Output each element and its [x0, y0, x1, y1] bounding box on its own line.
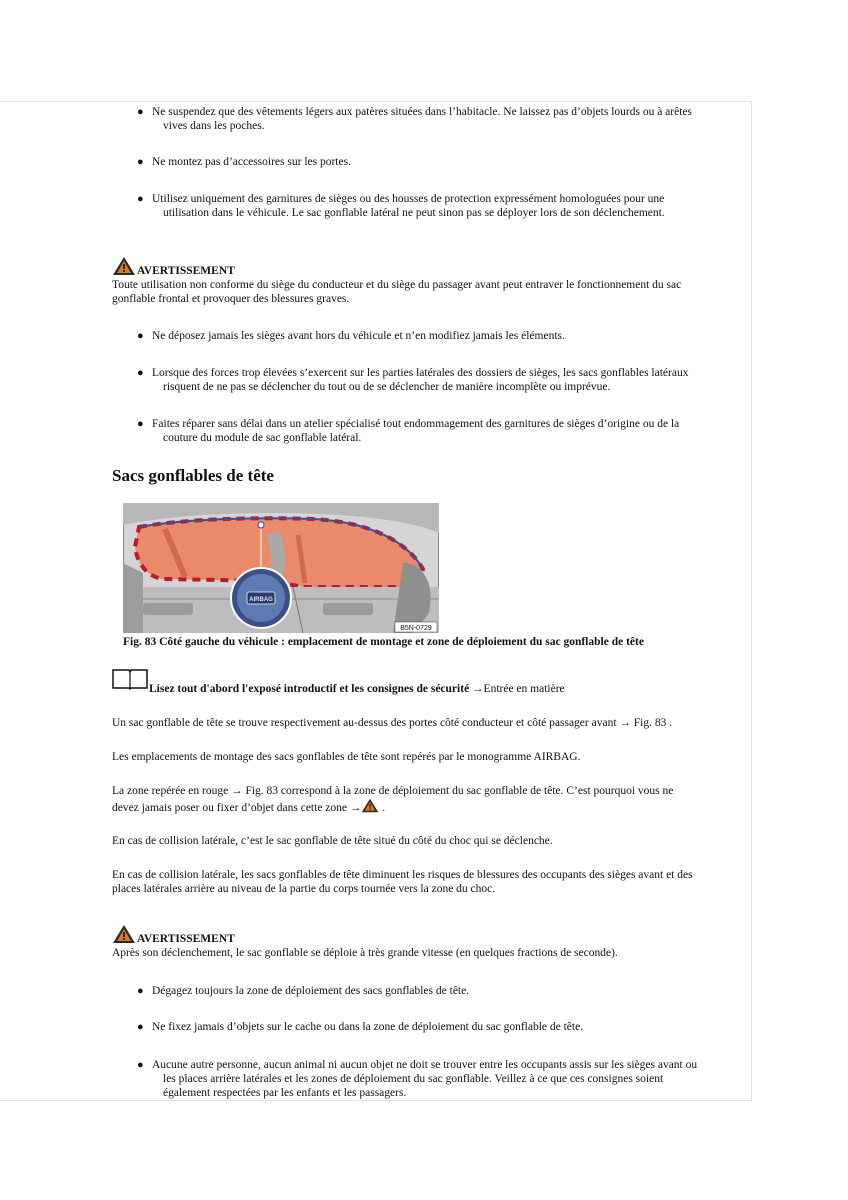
figure-airbag-illustration — [123, 503, 439, 633]
list-item: ● Lorsque des forces trop élevées s’exercent sur les parties latérales des dossiers de sièges, les sacs gonflables latéraux risquent de ne pas se déclencher du tout ou de se déclencher de manière incomplète ou imprévue. — [137, 367, 689, 393]
list-item: ● Ne suspendez que des vêtements légers aux patères situées dans l’habitacle. Ne laissez pas d’objets lourds ou à arêtes vives dans les poches. — [137, 106, 692, 132]
list-item: ● Ne fixez jamais d’objets sur le cache ou dans la zone de déploiement du sac gonflable de tête. — [137, 1021, 584, 1033]
bullet-icon: ● — [137, 418, 144, 430]
bullet-icon: ● — [137, 1021, 144, 1033]
figure-code: B5N-0729 — [400, 625, 432, 632]
paragraph: Un sac gonflable de tête se trouve respectivement au-dessus des portes côté conducteur et côté passager avant → Fig. 83 . — [112, 717, 673, 729]
figure-caption: Fig. 83 Côté gauche du véhicule : emplacement de montage et zone de déploiement du sac gonflable de tête — [123, 636, 644, 648]
paragraph: Les emplacements de montage des sacs gonflables de tête sont repérés par le monogramme AIRBAG. — [112, 751, 581, 763]
list-item: ● Utilisez uniquement des garnitures de sièges ou des housses de protection expressément homologuées pour une utilisation dans le véhicule. Le sac gonflable latéral ne peut sinon pas se déployer lors de son déclenchement. — [137, 193, 665, 219]
introduction-link[interactable]: Entrée en matière — [483, 683, 565, 695]
bullet-icon: ● — [137, 106, 144, 118]
warning-title: AVERTISSEMENT — [137, 933, 235, 945]
bullet-icon: ● — [137, 330, 144, 342]
page-frame-top — [0, 101, 752, 102]
page-frame-right — [751, 101, 752, 1100]
bullet-icon: ● — [137, 193, 144, 205]
paragraph: En cas de collision latérale, c’est le sac gonflable de tête situé du côté du choc qui se déclenche. — [112, 835, 553, 847]
list-item: ● Aucune autre personne, aucun animal ni aucun objet ne doit se trouver entre les occupants assis sur les sièges avant ou les places arrière latérales et les zones de déploiement du sac gonflable. Veillez à ce que ces consignes soient également respectées par les enfants et les passagers. — [137, 1059, 698, 1099]
section-title: Sacs gonflables de tête — [112, 466, 274, 485]
warning-text: Toute utilisation non conforme du siège du conducteur et du siège du passager avant peut entraver le fonctionnement du sac gonflable frontal et provoquer des blessures graves. — [112, 279, 682, 305]
bullet-icon: ● — [137, 1059, 144, 1071]
bullet-icon: ● — [137, 367, 144, 379]
list-item: ● Ne montez pas d’accessoires sur les portes. — [137, 156, 351, 168]
bullet-icon: ● — [137, 985, 144, 997]
warning-triangle-icon — [361, 798, 379, 813]
decorative-tick: . — [114, 922, 116, 928]
paragraph: La zone repérée en rouge → Fig. 83 correspond à la zone de déploiement du sac gonflable de tête. C’est pourquoi vous ne devez jamais poser ou fixer d’objet dans cette zone → . — [112, 785, 674, 814]
warning-text: Après son déclenchement, le sac gonflable se déploie à très grande vitesse (en quelques fractions de seconde). — [112, 947, 618, 959]
warning-triangle-icon — [112, 256, 136, 276]
warning-title: AVERTISSEMENT — [137, 265, 235, 277]
decorative-tick: . — [114, 254, 116, 260]
airbag-badge-label: AIRBAG — [249, 597, 273, 603]
page-frame-bottom — [0, 1100, 752, 1101]
list-item: ● Dégagez toujours la zone de déploiement des sacs gonflables de tête. — [137, 985, 470, 997]
paragraph: En cas de collision latérale, les sacs gonflables de tête diminuent les risques de blessures des occupants des sièges avant et des places latérales arrière au niveau de la partie du corps tournée vers la zone du choc. — [112, 869, 693, 895]
read-first-bold: Lisez tout d'abord l'exposé introductif et les consignes de sécurité — [149, 683, 470, 695]
book-icon — [112, 668, 148, 690]
list-item: ● Faites réparer sans délai dans un atelier spécialisé tout endommagement des garnitures de sièges d’origine ou de la couture du module de sac gonflable latéral. — [137, 418, 680, 444]
list-item: ● Ne déposez jamais les sièges avant hors du véhicule et n’en modifiez jamais les éléments. — [137, 330, 565, 342]
arrow-icon: → — [472, 683, 484, 695]
warning-triangle-icon — [112, 924, 136, 944]
bullet-icon: ● — [137, 156, 144, 168]
